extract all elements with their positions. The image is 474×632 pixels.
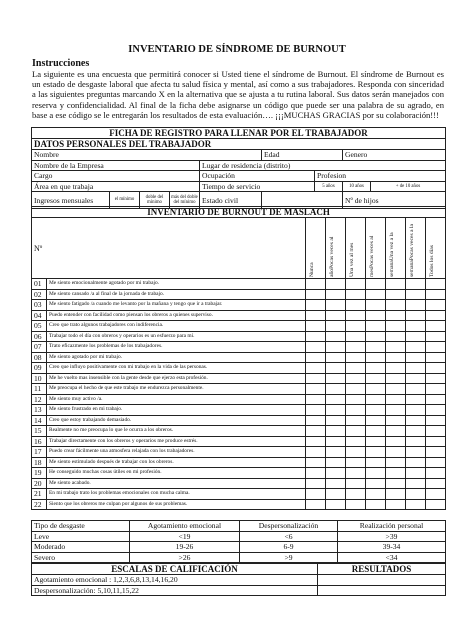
answer-cell[interactable] — [426, 405, 446, 416]
answer-cell[interactable] — [406, 300, 426, 311]
answer-cell[interactable] — [366, 373, 386, 384]
answer-cell[interactable] — [326, 310, 346, 321]
answer-cell[interactable] — [386, 426, 406, 437]
answer-cell[interactable] — [386, 321, 406, 332]
answer-cell[interactable] — [386, 331, 406, 342]
desgaste-row-label: Severo — [32, 552, 130, 563]
answer-cell[interactable] — [426, 384, 446, 395]
answer-cell[interactable] — [326, 384, 346, 395]
answer-cell[interactable] — [366, 289, 386, 300]
tiempo-label: Tiempo de servicio — [200, 181, 315, 192]
question-row — [32, 289, 446, 300]
question-row — [32, 394, 446, 405]
answer-cell[interactable] — [346, 363, 366, 374]
answer-cell[interactable] — [426, 331, 446, 342]
answer-cell[interactable] — [386, 363, 406, 374]
frequency-column-header — [366, 218, 386, 279]
answer-cell[interactable] — [326, 363, 346, 374]
answer-cell[interactable] — [426, 478, 446, 489]
answer-cell[interactable] — [326, 321, 346, 332]
escala-agotamiento: Agotamiento emocional : 1,2,3,6,8,13,14,16,20 — [32, 575, 318, 586]
answer-cell[interactable] — [366, 394, 386, 405]
answer-cell[interactable] — [346, 384, 366, 395]
answer-cell[interactable] — [306, 321, 326, 332]
question-text: Trato eficazmente los problemas de los trabajadores. — [47, 342, 306, 353]
answer-cell[interactable] — [366, 468, 386, 479]
residencia-field[interactable]: Lugar de residencia (distrito) — [200, 160, 446, 171]
answer-cell[interactable] — [346, 478, 366, 489]
answer-cell[interactable] — [366, 310, 386, 321]
ocupacion-field[interactable]: Ocupación — [200, 171, 315, 182]
answer-cell[interactable] — [346, 426, 366, 437]
answer-cell[interactable] — [386, 447, 406, 458]
answer-cell[interactable] — [306, 478, 326, 489]
desgaste-value: 39-34 — [338, 542, 446, 553]
question-row — [32, 426, 446, 437]
answer-cell[interactable] — [406, 426, 426, 437]
question-text: Me siento fatigado /a cuando me levanto por la mañana y tengo que ir a trabajar. — [47, 300, 306, 311]
answer-cell[interactable] — [426, 468, 446, 479]
answer-cell[interactable] — [306, 289, 326, 300]
answer-cell[interactable] — [426, 394, 446, 405]
answer-cell[interactable] — [366, 342, 386, 353]
answer-cell[interactable] — [346, 321, 366, 332]
resultado-despersonalizacion[interactable] — [318, 585, 446, 596]
answer-cell[interactable] — [306, 394, 326, 405]
answer-cell[interactable] — [326, 352, 346, 363]
answer-cell[interactable] — [406, 321, 426, 332]
answer-cell[interactable] — [306, 468, 326, 479]
answer-cell[interactable] — [406, 331, 426, 342]
answer-cell[interactable] — [406, 489, 426, 500]
answer-cell[interactable] — [326, 457, 346, 468]
frequency-column-header — [386, 218, 406, 279]
question-number: 07 — [32, 342, 47, 353]
answer-cell[interactable] — [326, 300, 346, 311]
question-text: Me preocupa el hecho de que este trabajo me endurezca personalmente. — [47, 384, 306, 395]
answer-cell[interactable] — [426, 321, 446, 332]
answer-cell[interactable] — [426, 310, 446, 321]
instructions-text: La siguiente es una encuesta que permitirá conocer si Usted tiene el síndrome de Burnout. El síndrome de Burnout es un estado de desgaste laboral que afecta tu salud física y mental, así como a sus trabajadores. Responda con sinceridad a las siguientes preguntas marcando X en la alternativa que se ajusta a tu rutina laboral. Sus datos serán manejados con reserva y confidencialidad. Al final de la ficha debe asignarse un código que puede ser una palabra de su agrado, en base a ese código se le entregarán los resultados de esta evaluación…. ¡¡¡MUCHAS GRACIAS por su colaboración!!! — [32, 69, 444, 120]
frequency-column-header — [326, 218, 346, 279]
desgaste-header-agotamiento: Agotamiento emocional — [130, 521, 240, 532]
answer-cell[interactable] — [306, 363, 326, 374]
question-row — [32, 457, 446, 468]
answer-cell[interactable] — [406, 468, 426, 479]
ingresos-doble[interactable]: doble del mínimo — [140, 192, 170, 209]
answer-cell[interactable] — [326, 447, 346, 458]
question-text: Realmente no me preocupa lo que le ocurra a los obreros. — [47, 426, 306, 437]
question-row — [32, 384, 446, 395]
answer-cell[interactable] — [346, 468, 366, 479]
question-row — [32, 468, 446, 479]
question-number: 11 — [32, 384, 47, 395]
question-row — [32, 352, 446, 363]
answer-cell[interactable] — [406, 363, 426, 374]
desgaste-header-tipo: Tipo de desgaste — [32, 521, 130, 532]
question-number: 10 — [32, 373, 47, 384]
answer-cell[interactable] — [306, 352, 326, 363]
question-text: Me siento agotado por mi trabajo. — [47, 352, 306, 363]
answer-cell[interactable] — [366, 321, 386, 332]
question-number: 21 — [32, 489, 47, 500]
answer-cell[interactable] — [386, 499, 406, 510]
ingresos-minimo[interactable]: el mínimo — [110, 192, 140, 209]
answer-cell[interactable] — [366, 384, 386, 395]
answer-cell[interactable] — [306, 489, 326, 500]
question-row — [32, 300, 446, 311]
cargo-field[interactable]: Cargo — [32, 171, 200, 182]
answer-cell[interactable] — [346, 489, 366, 500]
instructions-heading: Instrucciones — [32, 58, 90, 69]
answer-cell[interactable] — [386, 384, 406, 395]
question-number: 22 — [32, 499, 47, 510]
ingresos-mas-doble[interactable]: más del doble del mínimo — [170, 192, 200, 209]
answer-cell[interactable] — [366, 436, 386, 447]
answer-cell[interactable] — [426, 289, 446, 300]
question-row — [32, 489, 446, 500]
question-row — [32, 279, 446, 290]
escala-despersonalizacion: Despersonalización: 5,10,11,15,22 — [32, 585, 318, 596]
answer-cell[interactable] — [386, 352, 406, 363]
document-title: INVENTARIO DE SÍNDROME DE BURNOUT — [128, 44, 346, 55]
answer-cell[interactable] — [366, 426, 386, 437]
answer-cell[interactable] — [406, 415, 426, 426]
question-row — [32, 415, 446, 426]
answer-cell[interactable] — [326, 331, 346, 342]
answer-cell[interactable] — [426, 447, 446, 458]
question-number: 05 — [32, 321, 47, 332]
desgaste-value: <6 — [240, 531, 338, 542]
question-row — [32, 436, 446, 447]
answer-cell[interactable] — [366, 499, 386, 510]
question-number: 01 — [32, 279, 47, 290]
answer-cell[interactable] — [346, 415, 366, 426]
answer-cell[interactable] — [346, 352, 366, 363]
question-row — [32, 447, 446, 458]
frequency-column-header — [346, 218, 366, 279]
question-text: He conseguido muchas cosas útiles en mi profesión. — [47, 468, 306, 479]
question-number: 06 — [32, 331, 47, 342]
answer-cell[interactable] — [346, 289, 366, 300]
answer-cell[interactable] — [426, 457, 446, 468]
frequency-column-label: mesPocas veces al — [369, 235, 375, 277]
answer-cell[interactable] — [306, 373, 326, 384]
estado-civil-field[interactable]: Estado civil — [200, 192, 262, 209]
empresa-field[interactable]: Nombre de la Empresa — [32, 160, 200, 171]
frequency-column-header — [406, 218, 426, 279]
answer-cell[interactable] — [426, 489, 446, 500]
answer-cell[interactable] — [366, 478, 386, 489]
question-text: Creo que trato algunos trabajadores con indiferencia. — [47, 321, 306, 332]
resultado-agotamiento[interactable] — [318, 575, 446, 586]
answer-cell[interactable] — [426, 436, 446, 447]
answer-cell[interactable] — [326, 436, 346, 447]
answer-cell[interactable] — [366, 300, 386, 311]
question-row — [32, 363, 446, 374]
desgaste-table — [31, 520, 446, 563]
question-row — [32, 405, 446, 416]
answer-cell[interactable] — [366, 447, 386, 458]
question-text: Me siento acabado. — [47, 478, 306, 489]
answer-cell[interactable] — [406, 447, 426, 458]
inventory-table — [31, 206, 446, 510]
answer-cell[interactable] — [386, 373, 406, 384]
answer-cell[interactable] — [346, 310, 366, 321]
answer-cell[interactable] — [406, 394, 426, 405]
number-column-header: Nº — [32, 218, 306, 279]
question-text: Me siento cansado /a al final de la jornada de trabajo. — [47, 289, 306, 300]
answer-cell[interactable] — [426, 279, 446, 290]
answer-cell[interactable] — [386, 300, 406, 311]
question-number: 14 — [32, 415, 47, 426]
tiempo-option-more[interactable]: + de 10 años — [371, 181, 446, 192]
question-row — [32, 310, 446, 321]
answer-cell[interactable] — [386, 279, 406, 290]
question-number: 12 — [32, 394, 47, 405]
answer-cell[interactable] — [326, 415, 346, 426]
answer-cell[interactable] — [346, 457, 366, 468]
personal-data-table — [31, 127, 446, 209]
question-text: Trabajar directamente con los obreros y operarios me produce estrés. — [47, 436, 306, 447]
form-header: FICHA DE REGISTRO PARA LLENAR POR EL TRABAJADOR — [32, 128, 446, 139]
question-number: 08 — [32, 352, 47, 363]
question-number: 04 — [32, 310, 47, 321]
question-number: 15 — [32, 426, 47, 437]
answer-cell[interactable] — [326, 405, 346, 416]
question-number: 09 — [32, 363, 47, 374]
question-text: Puedo crear fácilmente una atmosfera relajada con los trabajadores. — [47, 447, 306, 458]
answer-cell[interactable] — [326, 373, 346, 384]
question-row — [32, 331, 446, 342]
answer-cell[interactable] — [386, 489, 406, 500]
answer-cell[interactable] — [326, 499, 346, 510]
question-text: Me siento frustrado en mi trabajo. — [47, 405, 306, 416]
answer-cell[interactable] — [326, 468, 346, 479]
answer-cell[interactable] — [326, 489, 346, 500]
answer-cell[interactable] — [406, 373, 426, 384]
edad-field[interactable]: Edad — [262, 150, 343, 161]
question-text: Siento que los obreros me culpan por algunos de sus problemas. — [47, 499, 306, 510]
frequency-column-label: Nunca — [309, 262, 315, 277]
answer-cell[interactable] — [406, 499, 426, 510]
desgaste-value: <34 — [338, 552, 446, 563]
answer-cell[interactable] — [426, 415, 446, 426]
answer-cell[interactable] — [406, 436, 426, 447]
question-number: 13 — [32, 405, 47, 416]
frequency-column-label: Una vez al mes — [349, 242, 355, 277]
answer-cell[interactable] — [346, 405, 366, 416]
inventory-header: INVENTARIO DE BURNOUT DE MASLACH — [32, 207, 446, 218]
answer-cell[interactable] — [306, 300, 326, 311]
desgaste-value: 19-26 — [130, 542, 240, 553]
genero-field[interactable]: Genero — [343, 150, 446, 161]
question-row — [32, 478, 446, 489]
answer-cell[interactable] — [366, 279, 386, 290]
answer-cell[interactable] — [406, 342, 426, 353]
desgaste-row-label: Leve — [32, 531, 130, 542]
answer-cell[interactable] — [346, 436, 366, 447]
desgaste-header-realizacion: Realización personal — [338, 521, 446, 532]
answer-cell[interactable] — [326, 289, 346, 300]
answer-cell[interactable] — [426, 352, 446, 363]
answer-cell[interactable] — [386, 478, 406, 489]
answer-cell[interactable] — [426, 373, 446, 384]
answer-cell[interactable] — [386, 289, 406, 300]
answer-cell[interactable] — [386, 436, 406, 447]
question-row — [32, 373, 446, 384]
question-text: Me he vuelto mas insensible con la gente desde que ejerzo esta profesión. — [47, 373, 306, 384]
answer-cell[interactable] — [406, 310, 426, 321]
answer-cell[interactable] — [386, 342, 406, 353]
desgaste-value: >9 — [240, 552, 338, 563]
frequency-column-header — [426, 218, 446, 279]
answer-cell[interactable] — [326, 394, 346, 405]
answer-cell[interactable] — [386, 310, 406, 321]
answer-cell[interactable] — [346, 394, 366, 405]
answer-cell[interactable] — [366, 489, 386, 500]
answer-cell[interactable] — [386, 405, 406, 416]
question-text: Puedo entender con facilidad como piensan los obreros a quienes superviso. — [47, 310, 306, 321]
frequency-column-label: Todos los días — [429, 245, 435, 277]
answer-cell[interactable] — [366, 363, 386, 374]
answer-cell[interactable] — [306, 342, 326, 353]
answer-cell[interactable] — [326, 478, 346, 489]
answer-cell[interactable] — [406, 352, 426, 363]
answer-cell[interactable] — [306, 331, 326, 342]
answer-cell[interactable] — [406, 478, 426, 489]
escalas-table — [31, 563, 446, 596]
answer-cell[interactable] — [406, 279, 426, 290]
answer-cell[interactable] — [306, 457, 326, 468]
desgaste-header-despersonalizacion: Despersonalización — [240, 521, 338, 532]
answer-cell[interactable] — [386, 468, 406, 479]
question-text: Trabajar todo el día con obreros y operarios es un esfuerzo para mí. — [47, 331, 306, 342]
answer-cell[interactable] — [406, 289, 426, 300]
answer-cell[interactable] — [306, 405, 326, 416]
question-row — [32, 342, 446, 353]
question-number: 02 — [32, 289, 47, 300]
answer-cell[interactable] — [326, 279, 346, 290]
question-text: Me siento emocionalmente agotado por mi trabajo. — [47, 279, 306, 290]
question-text: Creo que influyo positivamente con mi trabajo en la vida de las personas. — [47, 363, 306, 374]
answer-cell[interactable] — [346, 331, 366, 342]
escalas-header: ESCALAS DE CALIFICACIÓN — [32, 564, 318, 575]
frequency-column-label: semanaUna vez a la — [389, 232, 395, 277]
answer-cell[interactable] — [346, 279, 366, 290]
answer-cell[interactable] — [406, 384, 426, 395]
answer-cell[interactable] — [426, 426, 446, 437]
answer-cell[interactable] — [306, 447, 326, 458]
nombre-field[interactable]: Nombre — [32, 150, 262, 161]
profesion-field[interactable]: Profesion — [315, 171, 446, 182]
answer-cell[interactable] — [326, 342, 346, 353]
answer-cell[interactable] — [426, 499, 446, 510]
question-row — [32, 499, 446, 510]
answer-cell[interactable] — [366, 415, 386, 426]
answer-cell[interactable] — [366, 457, 386, 468]
personal-header: DATOS PERSONALES DEL TRABAJADOR — [32, 139, 446, 150]
question-number: 16 — [32, 436, 47, 447]
question-number: 20 — [32, 478, 47, 489]
desgaste-value: <19 — [130, 531, 240, 542]
answer-cell[interactable] — [406, 457, 426, 468]
answer-cell[interactable] — [346, 499, 366, 510]
frequency-column-label: semanaPocas veces a la — [409, 224, 415, 277]
answer-cell[interactable] — [366, 352, 386, 363]
area-field[interactable]: Área en que trabaja — [32, 181, 200, 192]
answer-cell[interactable] — [386, 415, 406, 426]
answer-cell[interactable] — [346, 373, 366, 384]
question-number: 18 — [32, 457, 47, 468]
answer-cell[interactable] — [386, 457, 406, 468]
desgaste-row-label: Moderado — [32, 542, 130, 553]
frequency-column-header — [306, 218, 326, 279]
tiempo-option-10[interactable]: 10 años — [343, 181, 371, 192]
answer-cell[interactable] — [326, 426, 346, 437]
question-number: 19 — [32, 468, 47, 479]
ingresos-label: Ingresos mensuales — [32, 192, 110, 209]
answer-cell[interactable] — [406, 405, 426, 416]
answer-cell[interactable] — [346, 342, 366, 353]
question-row — [32, 321, 446, 332]
resultados-header: RESULTADOS — [318, 564, 446, 575]
answer-cell[interactable] — [426, 342, 446, 353]
question-text: Me siento estimulado después de trabajar con los obreros. — [47, 457, 306, 468]
question-number: 03 — [32, 300, 47, 311]
answer-cell[interactable] — [306, 384, 326, 395]
answer-cell[interactable] — [346, 447, 366, 458]
tiempo-option-5[interactable]: 5 años — [315, 181, 343, 192]
answer-cell[interactable] — [306, 279, 326, 290]
question-text: En mi trabajo trato los problemas emocionales con mucha calma. — [47, 489, 306, 500]
answer-cell[interactable] — [306, 499, 326, 510]
desgaste-value: >26 — [130, 552, 240, 563]
answer-cell[interactable] — [366, 331, 386, 342]
question-number: 17 — [32, 447, 47, 458]
answer-cell[interactable] — [426, 300, 446, 311]
hijos-field[interactable]: Nº de hijos — [343, 192, 446, 209]
desgaste-value: >39 — [338, 531, 446, 542]
question-text: Me siento muy activo /a. — [47, 394, 306, 405]
answer-cell[interactable] — [366, 405, 386, 416]
answer-cell[interactable] — [306, 436, 326, 447]
question-text: Creo que estoy trabajando demasiado. — [47, 415, 306, 426]
desgaste-value: 6-9 — [240, 542, 338, 553]
answer-cell[interactable] — [306, 415, 326, 426]
answer-cell[interactable] — [386, 394, 406, 405]
answer-cell[interactable] — [306, 426, 326, 437]
answer-cell[interactable] — [426, 363, 446, 374]
answer-cell[interactable] — [346, 300, 366, 311]
frequency-column-label: añoPocas veces al — [329, 236, 335, 277]
answer-cell[interactable] — [306, 310, 326, 321]
